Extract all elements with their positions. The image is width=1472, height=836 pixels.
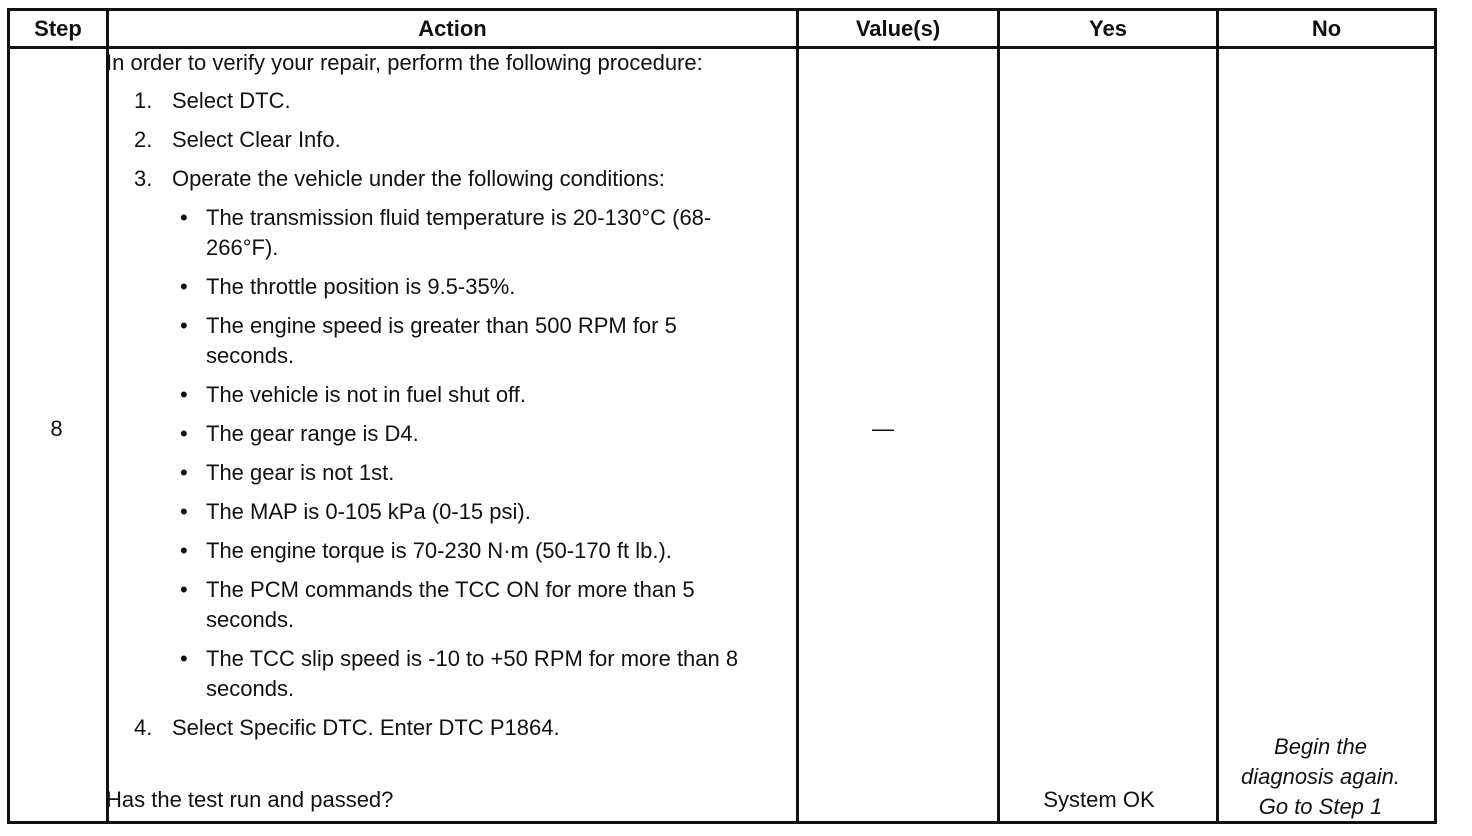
bullet-icon: •	[180, 538, 188, 563]
condition-text: The throttle position is 9.5-35%.	[206, 274, 516, 299]
no-line: diagnosis again.	[1240, 764, 1400, 789]
header-values: Value(s)	[855, 16, 941, 41]
step-index: 1.	[134, 88, 153, 113]
yes-cell: System OK	[1043, 787, 1155, 812]
step-index: 4.	[134, 715, 153, 740]
step-index: 3.	[134, 166, 153, 191]
condition-item	[106, 311, 786, 371]
action-intro: In order to verify your repair, perform the following procedure:	[106, 50, 703, 75]
bullet-icon: •	[180, 205, 188, 230]
condition-text: The TCC slip speed is -10 to +50 RPM for more than 8 seconds.	[206, 646, 739, 701]
condition-text: The engine torque is 70-230 N·m (50-170 ft lb.).	[206, 538, 672, 563]
condition-text: The gear is not 1st.	[206, 460, 395, 485]
header-step: Step	[34, 16, 82, 41]
condition-item	[106, 644, 786, 704]
step-number: 8	[50, 416, 63, 441]
step-text: Select Specific DTC. Enter DTC P1864.	[172, 715, 560, 740]
condition-text: The engine speed is greater than 500 RPM for 5 seconds.	[206, 313, 677, 368]
condition-item	[106, 458, 786, 488]
condition-text: The gear range is D4.	[206, 421, 419, 446]
condition-item	[106, 203, 786, 263]
no-line: Begin the	[1274, 734, 1367, 759]
step-text: Select DTC.	[172, 88, 291, 113]
condition-item	[106, 272, 786, 302]
condition-item	[106, 536, 786, 566]
procedure-step-1	[106, 86, 786, 116]
condition-text: The MAP is 0-105 kPa (0-15 psi).	[206, 499, 531, 524]
action-cell	[106, 48, 786, 752]
no-cell	[1211, 732, 1430, 822]
condition-item	[106, 419, 786, 449]
bullet-icon: •	[180, 382, 188, 407]
header-yes: Yes	[1089, 16, 1127, 41]
bullet-icon: •	[180, 460, 188, 485]
bullet-icon: •	[180, 274, 188, 299]
bullet-icon: •	[180, 499, 188, 524]
header-action: Action	[418, 16, 487, 41]
action-question: Has the test run and passed?	[106, 787, 394, 812]
step-text: Operate the vehicle under the following conditions:	[172, 166, 665, 191]
no-line: Go to Step 1	[1258, 794, 1383, 819]
procedure-step-3	[106, 164, 786, 194]
condition-item	[106, 575, 786, 635]
header-no: No	[1311, 16, 1342, 41]
value-cell: —	[872, 416, 894, 441]
condition-text: The transmission fluid temperature is 20-130°C (68-266°F).	[206, 205, 712, 260]
step-index: 2.	[134, 127, 153, 152]
bullet-icon: •	[180, 646, 188, 671]
bullet-icon: •	[180, 577, 188, 602]
column-divider	[1216, 11, 1219, 821]
column-divider	[997, 11, 1000, 821]
condition-text: The vehicle is not in fuel shut off.	[206, 382, 526, 407]
header-row	[10, 11, 1434, 49]
bullet-icon: •	[180, 421, 188, 446]
condition-text: The PCM commands the TCC ON for more than 5 seconds.	[206, 577, 695, 632]
procedure-step-2	[106, 125, 786, 155]
condition-item	[106, 380, 786, 410]
bullet-icon: •	[180, 313, 188, 338]
condition-item	[106, 497, 786, 527]
column-divider	[796, 11, 799, 821]
procedure-step-4	[106, 713, 786, 743]
step-text: Select Clear Info.	[172, 127, 341, 152]
